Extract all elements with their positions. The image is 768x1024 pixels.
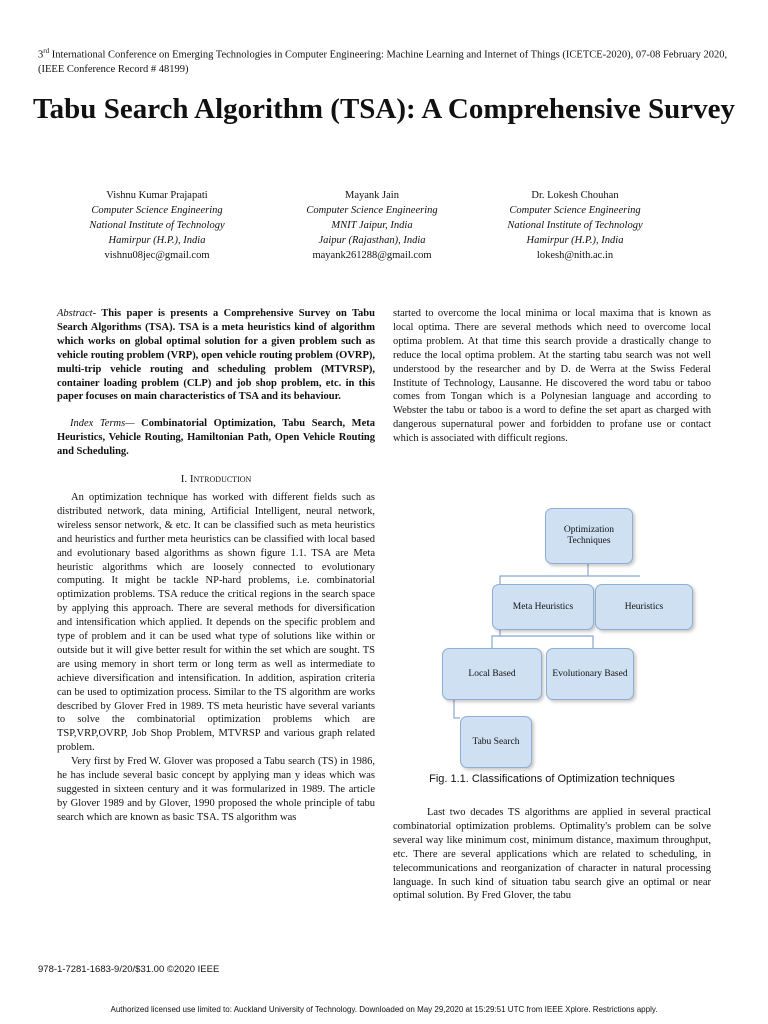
author-email[interactable]: vishnu08jec@gmail.com — [104, 250, 210, 261]
author-dept: Computer Science Engineering — [91, 205, 223, 216]
author-1 — [42, 188, 272, 263]
paper-title: Tabu Search Algorithm (TSA): A Comprehensive Survey — [33, 93, 735, 125]
intro-paragraph-2: Very first by Fred W. Glover was proposed a Tabu search (TS) in 1986, he has include several basic concept by applying man y ideas which was suggested in sixteen century and it was formularized in 1989. The article by Glover 1989 and by Glover, 1990 proposed the whole principle of tabu search which are known as basic TSA. TS algorithm was — [57, 756, 375, 823]
connector-local-tabu — [454, 698, 460, 718]
author-dept: Computer Science Engineering — [306, 205, 438, 216]
right-paragraph-1: started to overcome the local minima or local maxima that is known as local optima. There are several methods which need to overcome local optima problem. At that time this search provide a drastically change to reduce the local optima problem. At the starting tabu search was not well understood by the researcher and by D. de Werra at the Swiss Federal Institute of Technology, Lausanne. He discovered the word tabu or taboo comes from Tongan which is a Polynesian language and according to Webster the tabu or taboo is a word to define the set apart as charged with dangerous supernatural power and forbidden to profane use or contact which is associated with difficult regions. — [393, 308, 711, 445]
author-location: Hamirpur (H.P.), India — [108, 235, 206, 246]
right-paragraph-2: Last two decades TS algorithms are applied in several practical combinatorial optimization problems. Optimality's problem can be solve several way like minimum cost, minimum distance, maximum throughput, etc. There are several applications which are related to scheduling, in telecommunications and reorganization of character in natural processing language. In such kind of situation tabu search give an optimal or near optimal solution. By Fred Glover, the tabu — [393, 807, 711, 902]
author-location: Jaipur (Rajasthan), India — [318, 235, 426, 246]
index-terms-label: Index Terms— — [70, 418, 135, 430]
connector-root-heuristics — [588, 576, 640, 584]
intro-paragraph-1: An optimization technique has worked with different fields such as distributed network, data mining, Artificial Intelligent, neural network, wireless sensor network, & etc. It can be classified such as meta heuristics and heuristics and further meta heuristics can be classified with local based and evolutionary based algorithms as shown figure 1.1. TSA are Meta heuristic algorithms which are loosely connected to evolutionary computing. It might be tackle NP-hard problems, i.e. combinatorial optimization problems. TSA reduce the critical regions in the search space by applying this approach. There are several methods for diversification and intensification which applied. It depends on the specific problem and type of problem and it can be used what type of solutions like within or outside but it will give better result for within the set which are sought. TS are using memory in short term or long term as well as intermediate to achieve diversification and intensification. In addition, aspiration criteria can be used to optimization process. Similar to the TS algorithm are works described by Glover Fred in 1989. TS meta heuristic have several variants to solve the combinatorial optimization problems which are TSP,VRP,OVRP, Job Shop Problem, MTVRSP and various graph related problem. — [57, 491, 375, 754]
author-dept: Computer Science Engineering — [509, 205, 641, 216]
footer-isbn: 978-1-7281-1683-9/20/$31.00 ©2020 IEEE — [38, 964, 220, 975]
abstract — [57, 307, 375, 404]
author-name: Mayank Jain — [345, 190, 399, 201]
author-name: Dr. Lokesh Chouhan — [531, 190, 619, 201]
connector-meta-local — [492, 628, 500, 648]
index-terms-text: Combinatorial Optimization, Tabu Search, Meta Heuristics, Vehicle Routing, Hamiltonian Path, Open Vehicle Routing and Scheduling. — [57, 418, 375, 458]
author-name: Vishnu Kumar Prajapati — [106, 190, 208, 201]
author-org: National Institute of Technology — [507, 220, 643, 231]
node-tabu-search: Tabu Search — [460, 716, 532, 768]
author-email[interactable]: mayank261288@gmail.com — [312, 250, 432, 261]
abstract-text: This paper is presents a Comprehensive Survey on Tabu Search Algorithms (TSA). TSA is a meta heuristics kind of algorithm which works on global optimal solution for a given problem such as vehicle routing problem (VRP), open vehicle routing problem (OVRP), multi-trip vehicle routing and scheduling problem (MTVRSP), container loading problem (CLP) and job shop problem, etc. in this paper focuses on main characteristics of TSA and its behaviour. — [57, 308, 375, 403]
author-org: National Institute of Technology — [89, 220, 225, 231]
node-heuristics: Heuristics — [595, 584, 693, 630]
node-evolutionary-based: Evolutionary Based — [546, 648, 634, 700]
left-column — [57, 307, 375, 825]
author-org: MNIT Jaipur, India — [331, 220, 413, 231]
author-2 — [257, 188, 487, 263]
section-heading-introduction: I. Introduction — [180, 473, 252, 486]
node-local-based: Local Based — [442, 648, 542, 700]
footer-license: Authorized licensed use limited to: Auckland University of Technology. Downloaded on May 29,2020 at 15:29:51 UTC from IEEE Xplore. Restrictions apply. — [110, 1005, 658, 1014]
author-3 — [460, 188, 690, 263]
right-column-bottom — [393, 806, 711, 903]
connector-meta-evolutionary — [500, 636, 593, 648]
node-optimization-techniques: Optimization Techniques — [545, 508, 633, 564]
connector-root-meta — [500, 562, 588, 584]
conference-header: 3rd International Conference on Emerging Technologies in Computer Engineering: Machine Learning and Internet of Things (ICETCE-2020), 07-08 February 2020, (IEEE Conference Record # 48199) — [38, 47, 728, 75]
index-terms — [57, 417, 375, 459]
optimization-classification-diagram — [440, 508, 664, 770]
author-email[interactable]: lokesh@nith.ac.in — [536, 250, 614, 261]
figure-caption: Fig. 1.1. Classifications of Optimization techniques — [429, 773, 675, 785]
right-column-top — [393, 307, 711, 446]
author-location: Hamirpur (H.P.), India — [526, 235, 624, 246]
abstract-label: Abstract- — [57, 308, 97, 319]
node-meta-heuristics: Meta Heuristics — [492, 584, 594, 630]
